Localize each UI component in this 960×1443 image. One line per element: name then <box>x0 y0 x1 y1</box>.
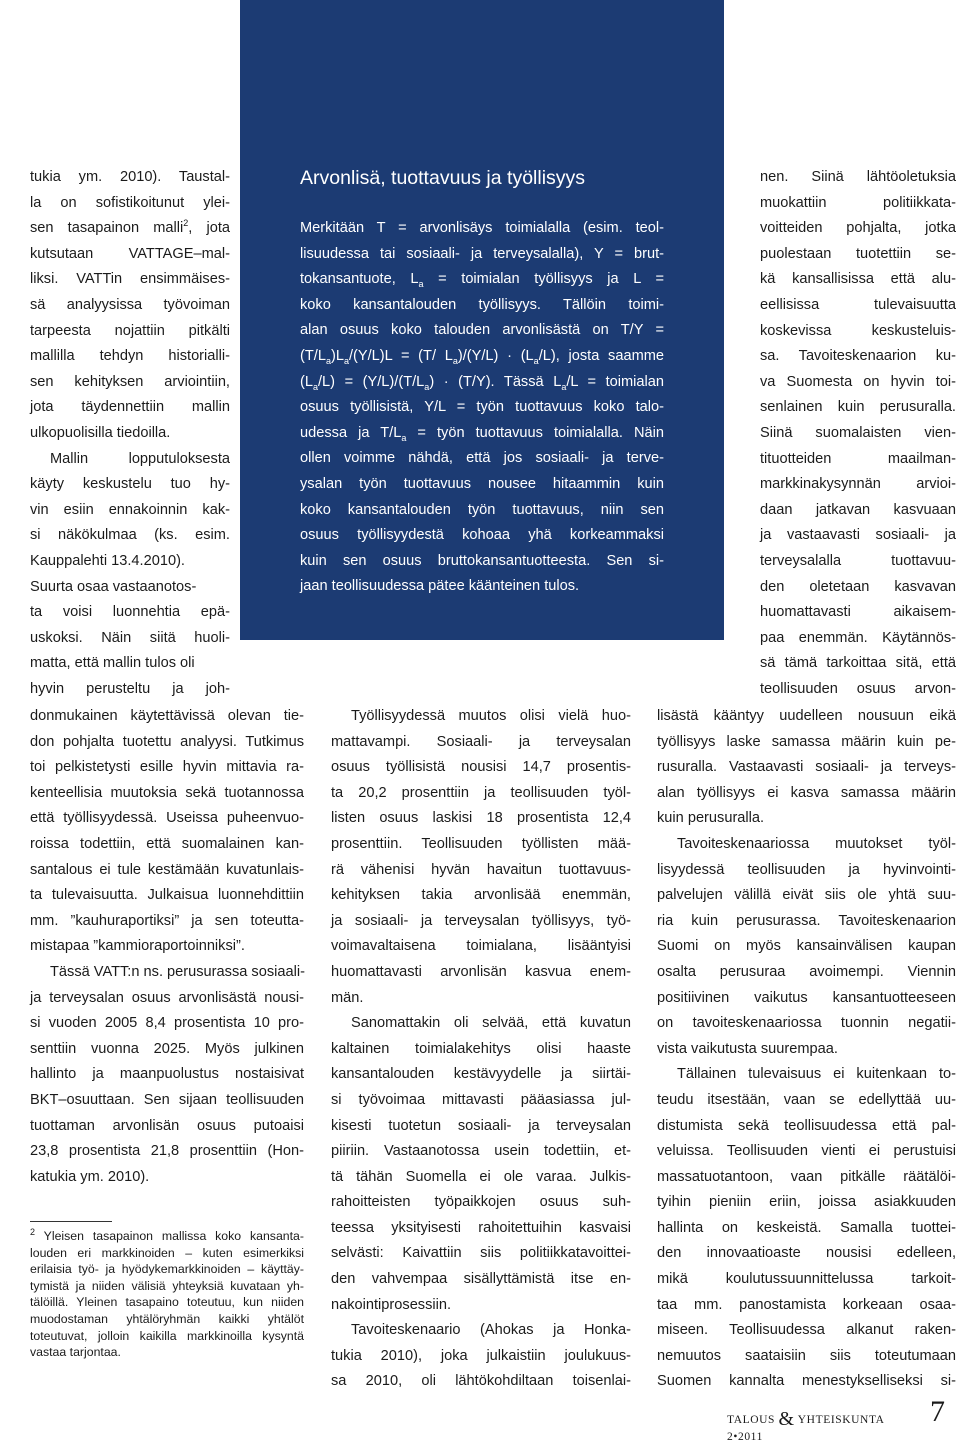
text-line: BKT–osuuttaan. Sen sijaan teollisuuden <box>30 1091 304 1108</box>
box-body <box>300 216 664 600</box>
text-line: terveysalalla tuottavuu- <box>760 552 956 569</box>
text-line: la on sofistikoitunut ylei- <box>30 194 230 211</box>
text-line: rusuralla. Vastaavasti sosiaali- ja terveys- <box>657 759 956 776</box>
col1-para2 <box>30 447 230 473</box>
subscript: a <box>343 355 349 366</box>
text-line: matta, että mallin tulos oli <box>30 655 195 672</box>
text-fragment: , jota <box>188 220 231 237</box>
formula-line <box>300 370 664 396</box>
text-line: tukia 2010), joka julkaistiin joulukuus- <box>331 1347 631 1364</box>
journal-ampersand: & <box>778 1408 795 1430</box>
text-line: massatuotantoon, vaan pitkälle räätälöi- <box>657 1168 956 1185</box>
text-line: män. <box>331 989 364 1006</box>
column-1-wide <box>30 704 304 1190</box>
text-line: donmukainen käytettävissä olevan tie- <box>30 708 304 724</box>
text-line: Suomi on myös kansainvälisen kaupan <box>657 938 956 955</box>
text-line: ollen voimme nähdä, että jos sosiaali- ja terve- <box>300 450 664 467</box>
text-line: työllisyys laske samassa määrin kuin pe- <box>657 733 956 750</box>
text-line: tukia ym. 2010). Taustal- <box>30 169 230 185</box>
text-fragment: = toimialan työllisyys ja L = <box>423 271 664 288</box>
text-line: huomattavasti arvonlisän kasvua enem- <box>331 963 631 980</box>
text-line: ta voisi luonnehtia epä- <box>30 604 230 621</box>
text-line: Siinä suomalaisten vien- <box>760 424 956 441</box>
text-line: Tavoiteskenaariossa muutokset työl- <box>677 835 956 852</box>
footnote-ref: 2 <box>183 218 189 229</box>
text-line: liksi. VATTin ensimmäises- <box>30 271 230 288</box>
text-line: kuin sen osuus bruttokansantuotteesta. Sen si- <box>300 552 664 569</box>
text-line: listen osuus laskisi 18 prosentista 12,4 <box>331 810 631 827</box>
text-line: mm. ”kauhuraportiksi” ja sen toteutta- <box>30 912 304 929</box>
text-line: vista vaikutusta suurempaa. <box>657 1040 838 1057</box>
text-line: den vahvempaa sisällyttämistä itse en- <box>331 1271 631 1288</box>
text-fragment: )L <box>330 347 344 364</box>
text-line: tä tähän Suomella ei ole varaa. Julkis- <box>331 1168 631 1185</box>
text-line: mallilla tehdyn historialli- <box>30 348 230 365</box>
text-fragment: = työn tuottavuus toimialalla. Näin <box>406 424 664 441</box>
subscript: a <box>533 355 539 366</box>
journal-name-part2: YHTEISKUNTA <box>797 1414 884 1426</box>
text-line: Merkitään T = arvonlisäys toimialalla (esim. teol- <box>300 220 664 236</box>
text-line: ja vastaavasti sosiaali- ja <box>760 527 956 544</box>
text-line: voimavaltaisena toimialana, lisääntyisi <box>331 938 631 955</box>
text-fragment: Yleisen tasapainon mallissa koko kansanta- <box>35 1229 304 1243</box>
text-line: kä kansallisissa että alu- <box>760 271 956 288</box>
subscript: a <box>312 381 318 392</box>
col2-para1 <box>331 704 631 1011</box>
text-fragment: /L = toimialan <box>566 373 665 390</box>
text-line: vin esiin ennakoinnin kak- <box>30 501 230 518</box>
text-line: roissa todettiin, että suomalainen kan- <box>30 835 304 852</box>
text-line: jota täydennettiin mallin <box>30 399 230 416</box>
text-line: on tavoiteskenaariossa tuonnin negatii- <box>657 1015 956 1032</box>
text-fragment: sen tasapainon malli <box>30 220 184 237</box>
text-fragment: (T/L <box>300 347 326 364</box>
text-line: nakointiprosessiin. <box>331 1296 452 1313</box>
box-title: Arvonlisä, tuottavuus ja työllisyys <box>300 167 586 189</box>
text-line: hallinto ja maanpuolustus nostaisivat <box>30 1066 304 1083</box>
text-line: taa mm. panostamista korkeaan osaa- <box>657 1296 956 1313</box>
text-line: osuus työllisyydestä kohoaa yhä korkeammaksi <box>300 527 664 544</box>
text-fragment: tokansantuote, L <box>300 271 419 288</box>
text-line: lisästä kääntyy uudelleen nousuun eikä <box>657 708 956 724</box>
text-line <box>300 267 664 293</box>
text-line: mikä koulutussuunnittelussa tarkoit- <box>657 1271 956 1288</box>
subscript: a <box>561 381 567 392</box>
col1-para1 <box>30 165 230 447</box>
text-line: piiriin. Vastaanotossa usein todettiin, et- <box>331 1143 631 1160</box>
text-line: nemuutos saataisiin siis toteutumaan <box>657 1347 956 1364</box>
text-line: ria kuin perusurassa. Tavoiteskenaarion <box>657 912 956 929</box>
text-line: teessa yksityisesti rahoitettuihin kasvaisi <box>331 1219 631 1236</box>
text-line: si vuoden 2005 8,4 prosentista 10 pro- <box>30 1015 304 1032</box>
text-line: Mallin lopputuloksesta <box>50 450 230 467</box>
formula-line <box>300 344 664 370</box>
col2-para3 <box>331 1318 631 1395</box>
text-line: ja terveysalan osuus arvonlisästä nousi- <box>30 989 304 1006</box>
text-line: lisyydessä teollisuuden ja hyvinvointi- <box>657 861 956 878</box>
text-fragment: ) · (T/Y). Tässä L <box>429 373 562 390</box>
column-2 <box>331 704 631 1395</box>
text-line: ysalan työn tuottavuus nousee hitaammin kuin <box>300 475 664 492</box>
text-line: si työvoimaa mittavasti pääasiassa jul- <box>331 1091 631 1108</box>
text-line: sa. Tavoiteskenaarion ku- <box>760 348 956 365</box>
text-line: osuus työllisistä nousisi 14,7 prosentis- <box>331 759 631 776</box>
text-line: tarpeesta nojattiin pitkälti <box>30 322 230 339</box>
text-fragment: /(Y/L)L = (T/ L <box>348 347 453 364</box>
subscript: a <box>452 355 458 366</box>
text-line: Työllisyydessä muutos olisi vielä huo- <box>351 708 631 724</box>
col1-para2-cont <box>30 472 230 702</box>
text-line <box>30 216 230 242</box>
text-line: hyvin perusteltu ja joh- <box>30 680 230 697</box>
text-line: että työllisyydessä. Useissa puheenvuo- <box>30 810 304 827</box>
text-line: palvelujen välillä eivät siis ole yhtä suu- <box>657 887 956 904</box>
text-line: ja sosiaali- ja terveysalan työllisyys, työ- <box>331 912 631 929</box>
footnote-marker: 2 <box>30 1226 36 1237</box>
text-line: kenteellisia muutoksia sekä tuotannossa <box>30 784 304 801</box>
text-line: koko kansantalouden työllisyys. Tällöin toimi- <box>300 296 664 313</box>
text-line: va Suomesta on hyvin toi- <box>760 373 956 390</box>
text-line: erilaisia työ- ja hyödykemarkkinoiden – käyttäy- <box>30 1262 304 1277</box>
text-line: den oletetaan kasvavan <box>760 578 956 595</box>
footnote-divider <box>30 1221 112 1222</box>
text-line: hallinta on keskeistä. Samalla tuottei- <box>657 1219 956 1236</box>
text-line: paa enemmän. Käytännös- <box>760 629 956 646</box>
text-line: tälöillä. Yleinen tasapaino toteutuu, kun niiden <box>30 1295 304 1310</box>
text-line: senttiin vuonna 2025. Myös julkinen <box>30 1040 304 1057</box>
text-line: mistapaa ”kammioraportoinniksi”. <box>30 938 245 955</box>
journal-name-part1: TALOUS <box>727 1414 776 1426</box>
text-line: veluissa. Teollisuuden vienti ei perustuisi <box>657 1143 956 1160</box>
subscript: a <box>418 279 424 290</box>
text-line: toteutuvat, jolloin kaikilla markkinoilla kysyntä <box>30 1328 304 1343</box>
text-line: daan jatkavan kasvuaan <box>760 501 956 518</box>
col3-para1 <box>657 704 956 832</box>
text-line: distumista sekä teollisuudessa että pal- <box>657 1117 956 1134</box>
text-line: muokattiin politiikkata- <box>760 194 956 211</box>
text-line <box>30 1228 304 1245</box>
text-line: ulkopuolisilla tiedoilla. <box>30 424 171 441</box>
col3-para2 <box>657 832 956 1062</box>
text-fragment: (L <box>300 373 313 390</box>
text-line: Suurta osaa vastaanotos- <box>30 578 197 595</box>
text-line: miseen. Teollisuudessa alkanut raken- <box>657 1322 956 1339</box>
text-line: santalous ei tule kestämään kuvatunlais- <box>30 861 304 878</box>
footnote <box>30 1228 304 1361</box>
text-line: ta 20,2 prosenttiin ja teollisuuden työl- <box>331 784 631 801</box>
text-fragment: /L) = (Y/L)/(T/L <box>318 373 425 390</box>
text-line: muodostaman yhtälöryhmän kaikki yhtälöt <box>30 1311 304 1326</box>
text-line <box>300 421 664 447</box>
text-line: rä vähenisi hyvän havaitun tuottavuus- <box>331 861 631 878</box>
text-line: 23,8 prosentista 21,8 prosenttiin (Hon- <box>30 1143 304 1160</box>
text-line: sä tämä tarkoittaa sitä, että <box>760 655 956 672</box>
text-line: osalta perusuraa avoimempi. Viennin <box>657 963 956 980</box>
text-line: kuin perusuralla. <box>657 810 765 827</box>
text-line: mattavampi. Sosiaali- ja terveysalan <box>331 733 631 750</box>
text-line: vastaa tarjontaa. <box>30 1345 121 1360</box>
text-line: sä analyysissa työvoiman <box>30 296 230 313</box>
text-line: tyihin pieniin eriin, joissa asiakkuuden <box>657 1194 956 1211</box>
text-line: den innovaatioaste nousisi edelleen, <box>657 1245 956 1262</box>
text-line: voitteiden pohjalta, jotka <box>760 220 956 237</box>
text-line: alan osuus koko talouden arvonlisästä on T/Y = <box>300 322 664 339</box>
text-line: tituotteiden maailman- <box>760 450 956 467</box>
text-line: Tavoiteskenaario (Ahokas ja Honka- <box>351 1322 631 1339</box>
text-line: Suomen kannalta menestykselliseksi si- <box>657 1373 956 1390</box>
column-1-narrow <box>30 165 230 702</box>
text-line: osuus työllisistä, Y/L = työn tuottavuus koko talo- <box>300 399 664 416</box>
text-line: markkinakysynnän arvioi- <box>760 476 956 493</box>
text-line: positiivinen vaikutus kansantuotteeseen <box>657 989 956 1006</box>
text-line: sa 2010, oli lähtökohdiltaan toisenlai- <box>331 1373 631 1390</box>
subscript: a <box>401 432 407 443</box>
col3-para3 <box>657 1062 956 1395</box>
text-line: alan työllisyys ei kasva samassa määrin <box>657 784 956 801</box>
text-line: senlainen kuin perusuralla. <box>760 399 956 416</box>
text-line: teudu itsestään, vaan se edellyttää uu- <box>657 1091 956 1108</box>
text-line: tymistä ja niiden välisiä yhteyksiä kuvataan yh- <box>30 1278 304 1293</box>
text-fragment: udessa ja T/L <box>300 424 402 441</box>
text-line: koko kansantalouden työn tuottavuus, niin sen <box>300 501 664 518</box>
text-line: huomattavasti aikaisem- <box>760 604 956 621</box>
text-line: louden eri markkinoiden – kuten esimerkiksi <box>30 1245 304 1260</box>
text-line: Sanomattakin oli selvää, että kuvatun <box>351 1015 631 1032</box>
text-line: puolestaan tuotettiin se- <box>760 245 956 262</box>
text-line: koskevissa keskusteluis- <box>760 322 956 339</box>
col2-para2 <box>331 1011 631 1318</box>
text-line: kehityksen takia arvonlisää enemmän, <box>331 887 631 904</box>
page-number: 7 <box>930 1395 945 1428</box>
text-line: toi pelkistetysti esille hyvin mittavia ra- <box>30 759 304 776</box>
text-line: lisuudessa tai sosiaali- ja terveysalalla), Y = brut- <box>300 245 664 262</box>
text-line: teollisuuden osuus arvon- <box>760 680 956 697</box>
text-line: kutsutaan VATTAGE–mal- <box>30 245 230 262</box>
text-line: ta tulevaisuutta. Julkaisua luonnehdittiin <box>30 887 304 904</box>
text-line: si näkökulmaa (ks. esim. <box>30 527 230 544</box>
column-3-narrow <box>760 165 956 702</box>
text-line: selvästi: Kaivattiin siis politiikkatavoittei- <box>331 1245 631 1262</box>
text-line: käyty keskustelu tuo hy- <box>30 476 230 493</box>
text-line: nen. Siinä lähtöoletuksia <box>760 169 956 185</box>
text-line: jaan teollisuudessa pätee käänteinen tulos. <box>300 578 580 595</box>
journal-issue: 2•2011 <box>727 1431 763 1443</box>
text-line: sen kehityksen arviointiin, <box>30 373 230 390</box>
text-line: uskoksi. Näin siitä huoli- <box>30 629 230 646</box>
text-line: tuottaman arvonlisän osuus putoaisi <box>30 1117 304 1134</box>
column-3-wide <box>657 704 956 1395</box>
sidebar-box <box>240 0 724 640</box>
text-line: rahoitteisten työpaikkojen osuus suh- <box>331 1194 631 1211</box>
text-line: Tässä VATT:n ns. perusurassa sosiaali- <box>50 963 305 980</box>
text-line: katukia ym. 2010). <box>30 1168 150 1185</box>
subscript: a <box>325 355 331 366</box>
text-fragment: )/(Y/L) · (L <box>457 347 534 364</box>
text-line: kansantalouden kestävyydelle ja siirtäi- <box>331 1066 631 1083</box>
text-line: kaltainen toimialakehitys olisi haaste <box>331 1040 631 1057</box>
text-fragment: /L), josta saamme <box>538 347 664 364</box>
subscript: a <box>424 381 430 392</box>
text-line: kisesti tuotetun sosiaali- ja terveysalan <box>331 1117 631 1134</box>
text-line: Tällainen tulevaisuus ei kuitenkaan to- <box>677 1066 956 1083</box>
text-line: prosenttiin. Teollisuuden työllisten mää- <box>331 835 631 852</box>
text-line: don pohjalta tuotettu analyysi. Tutkimus <box>30 733 304 750</box>
text-line: Kauppalehti 13.4.2010). <box>30 552 185 569</box>
text-line: eellisissa tulevaisuutta <box>760 296 956 313</box>
